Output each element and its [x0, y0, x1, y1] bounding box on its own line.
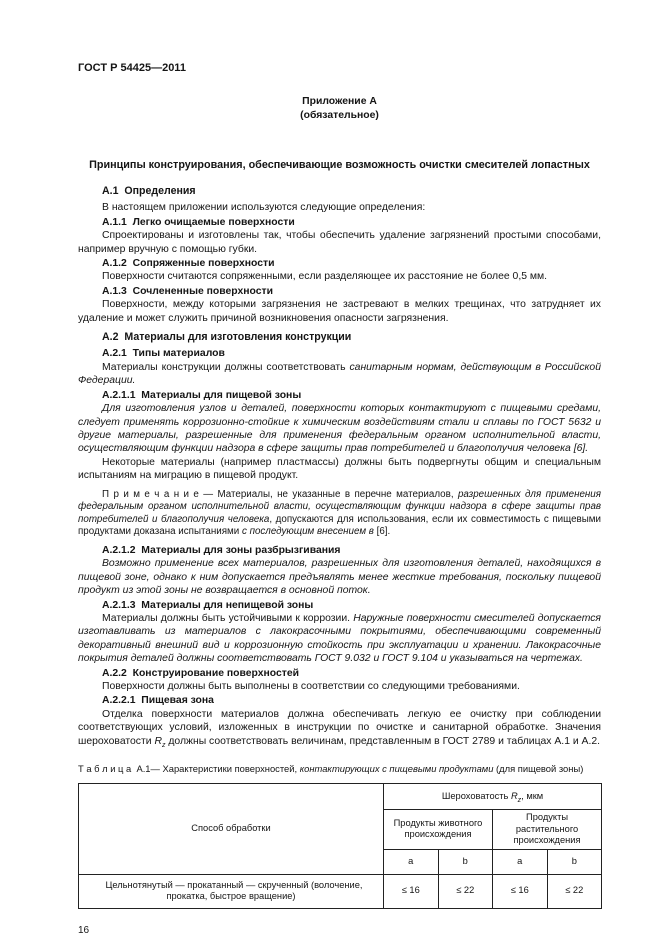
text-run-italic: Наружные поверхности смесителей допускается изготавливать из материалов с лакокрасочными покрытиями, обеспечивающими современный декоративный внешний вид и коррозионную стойкость при эксплуатации и хранении. Лакокрасочные покрытия деталей должны соответствовать ГОСТ 9.032 и ГОСТ 9.104 и указываться на чертежах. — [78, 612, 601, 665]
text-run-italic: санитарным нормам, действующим в Российской Федерации. — [78, 361, 601, 387]
text-run: Материалы конструкции должны соответствовать — [102, 361, 350, 373]
text-run: (для пищевой зоны) — [493, 763, 584, 774]
text-run: Т а б л и ц а А.1— Характеристики поверхностей, — [78, 763, 300, 774]
th-col-a2: a — [493, 849, 548, 874]
paragraph-a2-2: Поверхности должны быть выполнены в соответствии со следующими требованиями. — [102, 680, 520, 692]
table-a1 — [78, 783, 602, 909]
heading-a1-2: А.1.2 Сопряженные поверхности — [102, 258, 275, 270]
appendix-label: Приложение А — [302, 96, 377, 107]
row-method-label: Цельнотянутый — прокатанный — скрученный (волочение, прокатка, быстрое вращение) — [79, 874, 384, 908]
heading-a2-1: А.2.1 Типы материалов — [102, 348, 225, 360]
text-run: , допускаются для использования, если их совместимость с пищевыми продуктами доказана испытаниями — [78, 513, 601, 538]
text-run-italic: с последующим внесением в — [241, 526, 374, 538]
paragraph-a1-2: Поверхности считаются сопряженными, если разделяющее их расстояние не более 0,5 мм. — [102, 271, 548, 283]
table-caption — [78, 763, 601, 775]
heading-a2: А.2 Материалы для изготовления конструкции — [102, 331, 352, 344]
heading-a2-1-2: А.2.1.2 Материалы для зоны разбрызгивания — [102, 544, 341, 556]
doc-code: ГОСТ Р 54425—2011 — [78, 62, 186, 74]
paragraph-a2-1-1b: Некоторые материалы (например пластмассы) должны быть подвергнуты общим и специальным испытаниям на миграцию в пищевой продукт. — [78, 456, 601, 482]
value-cell: ≤ 22 — [438, 874, 493, 908]
paragraph-a2-1-2: Возможно применение всех материалов, разрешенных для изготовления деталей, находящихся в пищевой зоне, однако к ним допускается предъявлять менее жесткие требования, поскольку пищевой продукт из этой зоны не возвращается в основной поток. — [78, 558, 601, 597]
heading-a1-1: А.1.1 Легко очищаемые поверхности — [102, 216, 295, 228]
th-col-b1: b — [438, 849, 493, 874]
paragraph-a2-1-3 — [78, 612, 601, 666]
th-plant-products: Продукты растительного происхождения — [493, 810, 602, 850]
text-run: Отделка поверхности материалов должна обеспечивать легкую ее очистку при соблюдении соответствующих условий, изложенных в инструкции по очистке и санитарной обработке. Значения шероховатости — [78, 708, 601, 747]
heading-a2-1-1: А.2.1.1 Материалы для пищевой зоны — [102, 389, 302, 401]
paragraph-a1-1: Спроектированы и изготовлены так, чтобы обеспечить удаление загрязнений простыми способами, например вручную с помощью губки. — [78, 230, 601, 255]
paragraph-a2-2-1 — [78, 708, 601, 748]
text-run: П р и м е ч а н и е — Материалы, не указанные в перечне материалов, — [102, 488, 458, 500]
text-run: [6]. — [373, 526, 391, 538]
paragraph-a1-3: Поверхности, между которыми загрязнения не застревают в мелких трещинах, что затрудняет их удаление и может служить причиной возникновения опасности загрязнения. — [78, 299, 601, 324]
heading-a2-2: А.2.2 Конструирование поверхностей — [102, 667, 300, 679]
heading-a2-1-3: А.2.1.3 Материалы для непищевой зоны — [102, 599, 314, 611]
text-run: Материалы должны быть устойчивыми к коррозии. — [102, 612, 354, 624]
th-method: Способ обработки — [79, 784, 384, 875]
page-number: 16 — [78, 924, 90, 936]
th-roughness — [384, 784, 602, 810]
value-cell: ≤ 16 — [384, 874, 439, 908]
roughness-subscript: z — [517, 796, 522, 804]
note-paragraph — [78, 489, 601, 539]
appendix-kind: (обязательное) — [300, 109, 379, 121]
roughness-symbol: R — [154, 735, 162, 747]
table-header-row-1 — [79, 784, 602, 810]
text-run: , мкм — [521, 790, 544, 801]
th-animal-products: Продукты животного происхождения — [384, 810, 493, 850]
heading-a1-3: А.1.3 Сочлененные поверхности — [102, 285, 274, 297]
page-title: Принципы конструирования, обеспечивающие возможность очистки смесителей лопастных — [89, 159, 590, 171]
value-cell: ≤ 16 — [493, 874, 548, 908]
heading-a2-2-1: А.2.2.1 Пищевая зона — [102, 695, 214, 707]
paragraph-a1-intro: В настоящем приложении используются следующие определения: — [102, 202, 426, 214]
roughness-symbol: R — [510, 790, 518, 801]
paragraph-a2-1 — [78, 361, 601, 388]
text-run: Шероховатость — [441, 790, 511, 801]
text-run: должны соответствовать величинам, представленным в ГОСТ 2789 и таблицах А.1 и А.2. — [165, 735, 601, 747]
paragraph-a2-1-1a: Для изготовления узлов и деталей, поверхности которых контактируют с пищевыми средами, следует применять коррозионно-стойкие к химическим воздействиям стали и сплавы по ГОСТ 5632 и другие материалы, разрешенные для применения федеральным органом исполнительной власти, осуществляющим функции надзора в сфере защиты прав потребителей и благополучия человека [6]. — [78, 403, 601, 455]
value-cell: ≤ 22 — [547, 874, 602, 908]
heading-a1: А.1 Определения — [102, 185, 196, 197]
table-row — [79, 874, 602, 908]
th-col-b2: b — [547, 849, 602, 874]
text-run-italic: контактирующих с пищевыми продуктами — [299, 763, 494, 774]
appendix-header — [78, 95, 601, 122]
roughness-subscript: z — [161, 741, 166, 749]
th-col-a1: a — [384, 849, 439, 874]
text-run-italic: разрешенных для применения федеральным органом исполнительной власти, осуществляющим функции надзора в сфере защиты прав потребителей и благополучия человека — [78, 488, 601, 525]
